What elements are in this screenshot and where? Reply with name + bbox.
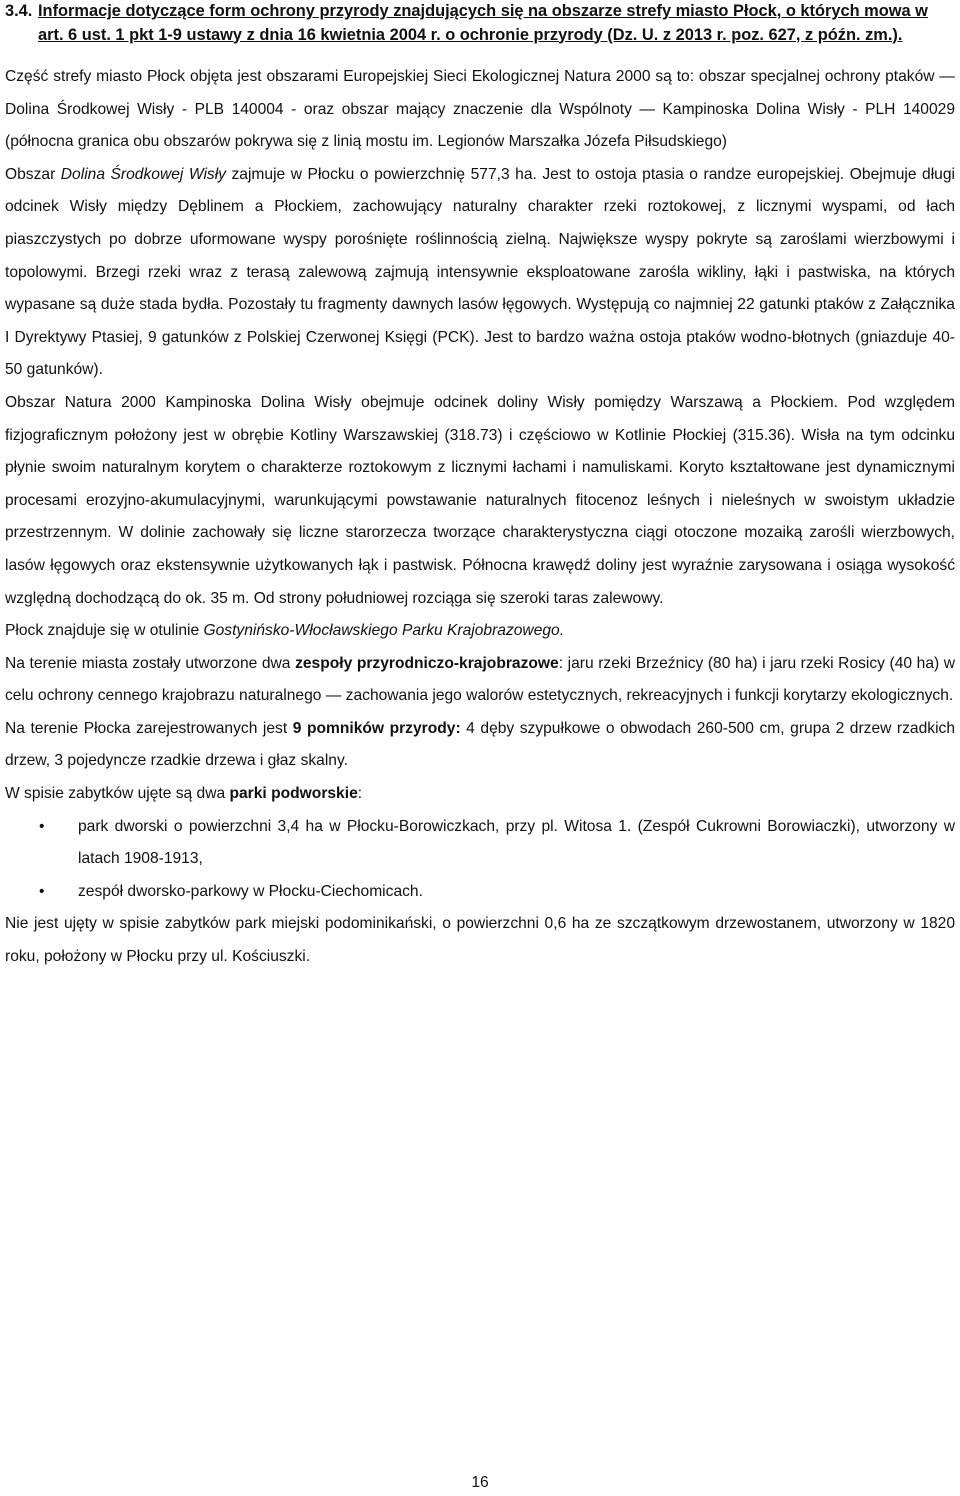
list-item-text: park dworski o powierzchni 3,4 ha w Płocku-Borowiczkach, przy pl. Witosa 1. (Zespół Cukrowni Borowiaczki), utworzony w latach 1908-1913, (78, 817, 955, 868)
p7-text-a: W spisie zabytków ujęte są dwa (5, 785, 230, 803)
paragraph-parki-podworskie (5, 778, 955, 811)
bullet-list (5, 811, 955, 909)
list-item-text: zespół dworsko-parkowy w Płocku-Ciechomicach. (78, 882, 423, 900)
list-item (5, 876, 955, 909)
paragraph-zespoly (5, 648, 955, 713)
p6-text-a: Na terenie Płocka zarejestrowanych jest (5, 719, 293, 737)
bullet-icon: • (39, 882, 45, 900)
paragraph-pomniki (5, 713, 955, 778)
p7-text-b: : (357, 785, 363, 803)
p4-italic-name: Gostynińsko-Włocławskiego Parku Krajobrazowego. (203, 622, 565, 640)
paragraph-natura-2000: Część strefy miasto Płock objęta jest obszarami Europejskiej Sieci Ekologicznej Natura 2000 są to: obszar specjalnej ochrony ptaków — Dolina Środkowej Wisły - PLB 140004 - oraz obszar mający znaczenie dla Wspólnoty — Kampinoska Dolina Wisły - PLH 140029 (północna granica obu obszarów pokrywa się z linią mostu im. Legionów Marszałka Józefa Piłsudskiego) (5, 68, 955, 151)
paragraph-park-krajobrazowy (5, 615, 955, 648)
document-page (5, 0, 955, 974)
paragraph-dolina-srodkowej-wisly (5, 159, 955, 387)
bullet-icon: • (39, 817, 45, 835)
p5-bold: zespoły przyrodniczo-krajobrazowe (295, 654, 559, 672)
p5-text-b: : jaru rzeki Brzeźnicy (80 ha) i jaru rzeki Rosicy (40 ha) w celu ochrony cennego krajobrazu naturalnego — zachowania jego walorów estetycznych, rekreacyjnych i funkcji korytarzy ekologicznych. (5, 654, 956, 705)
section-heading (5, 0, 955, 47)
p5-text-a: Na terenie miasta zostały utworzone dwa (5, 654, 296, 672)
paragraph-park-miejski: Nie jest ujęty w spisie zabytków park miejski podominikański, o powierzchni 0,6 ha ze szczątkowym drzewostanem, utworzony w 1820 roku, położony w Płocku przy ul. Kościuszki. (5, 915, 955, 966)
page-number: 16 (471, 1474, 489, 1491)
p4-text-a: Płock znajduje się w otulinie (5, 622, 204, 640)
p7-bold: parki podworskie (229, 785, 358, 803)
paragraph-kampinoska-dolina: Obszar Natura 2000 Kampinoska Dolina Wisły obejmuje odcinek doliny Wisły pomiędzy Warszawą a Płockiem. Pod względem fizjograficznym położony jest w obrębie Kotliny Warszawskiej (318.73) i częściowo w Kotlinie Płockiej (315.36). Wisła na tym odcinku płynie swoim naturalnym korytem o charakterze roztokowym z licznymi łachami i namuliskami. Koryto kształtowane jest dynamicznymi procesami erozyjno-akumulacyjnymi, warunkującymi powstawanie naturalnych fitocenoz leśnych i nieleśnych w swoistym układzie przestrzennym. W dolinie zachowały się liczne starorzecza tworzące charakterystyczna ciągi otoczone mozaiką zarośli wierzbowych, lasów łęgowych oraz ekstensywnie użytkowanych łąk i pastwisk. Północna krawędź doliny jest wyraźnie zarysowana i osiąga wysokość względną dochodzącą do ok. 35 m. Od strony południowej rozciąga się szeroki taras zalewowy. (5, 393, 955, 607)
p6-text-b: 4 dęby szypułkowe o obwodach 260-500 cm, grupa 2 drzew rzadkich drzew, 3 pojedyncze rzadkie drzewa i głaz skalny. (5, 719, 955, 770)
p2-text-b: zajmuje w Płocku o powierzchnię 577,3 ha. Jest to ostoja ptasia o randze europejskiej. Obejmuje długi odcinek Wisły między Dęblinem a Płockiem, zachowujący naturalny charakter rzeki roztokowej, z licznymi wyspami, od łach piaszczystych po dobrze uformowane wyspy porośnięte roślinnością zielną. Największe wyspy pokryte są zaroślami wierzbowymi i topolowymi. Brzegi rzeki wraz z terasą zalewową zajmują intensywnie eksploatowane zarośla wikliny, łąki i pastwiska, na których wypasane są duże stada bydła. Pozostały tu fragmenty dawnych lasów łęgowych. Występują co najmniej 22 gatunki ptaków z Załącznika I Dyrektywy Ptasiej, 9 gatunków z Polskiej Czerwonej Księgi (PCK). Jest to bardzo ważna ostoja ptaków wodno-błotnych (gniazduje 40-50 gatunków). (5, 165, 955, 379)
p6-bold: 9 pomników przyrody: (292, 719, 461, 737)
p2-italic-name: Dolina Środkowej Wisły (60, 165, 226, 183)
p2-text-a: Obszar (5, 165, 61, 183)
section-title: Informacje dotyczące form ochrony przyrody znajdujących się na obszarze strefy miasto Płock, o których mowa w art. 6 ust. 1 pkt 1-9 ustawy z dnia 16 kwietnia 2004 r. o ochronie przyrody (Dz. U. z 2013 r. poz. 627, z późn. zm.). (38, 2, 928, 44)
section-number: 3.4. (5, 2, 33, 20)
list-item (5, 811, 955, 876)
